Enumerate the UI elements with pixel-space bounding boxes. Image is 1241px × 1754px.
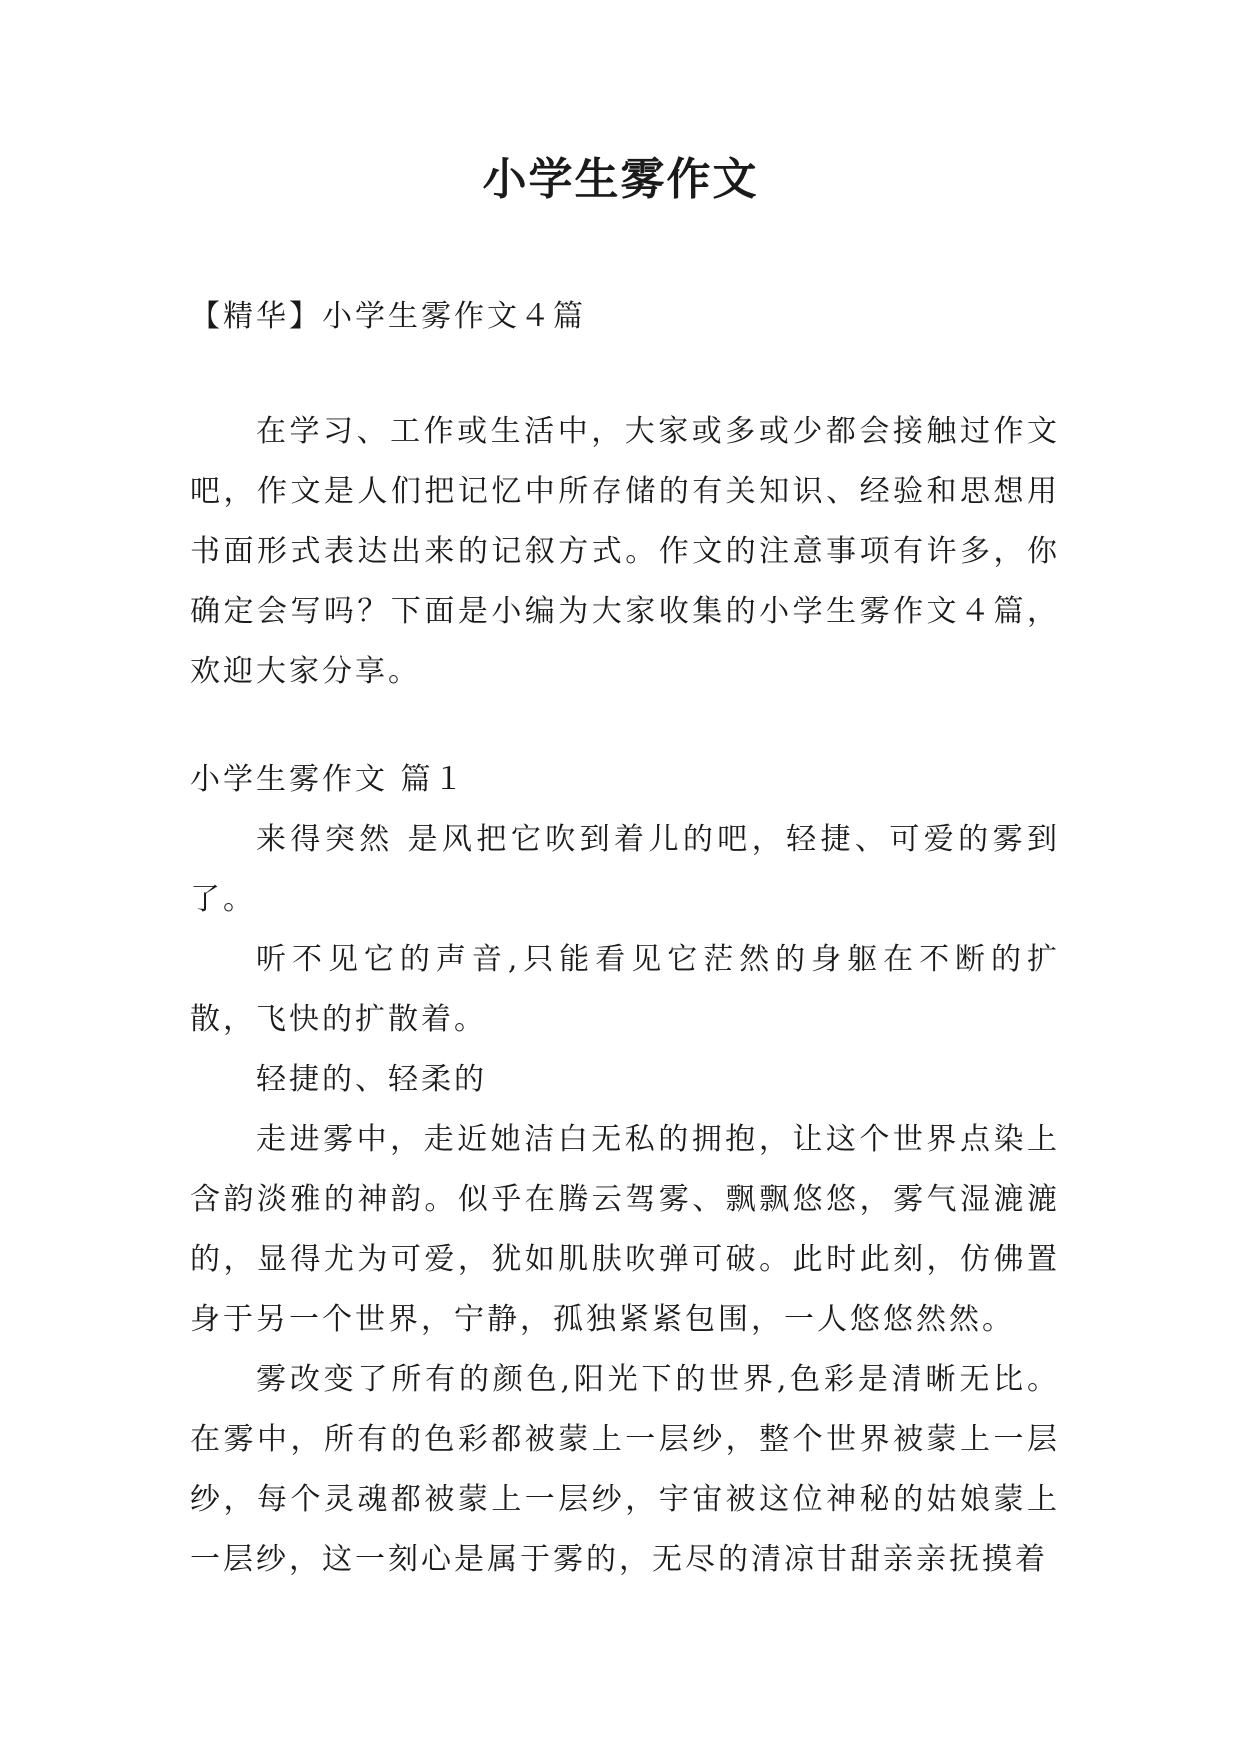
body-paragraph: 走进雾中，走近她洁白无私的拥抱，让这个世界点染上含韵淡雅的神韵。似乎在腾云驾雾、飘飘悠悠，雾气湿漉漉的，显得尤为可爱，犹如肌肤吹弹可破。此时此刻，仿佛置身于另一个世界，宁静，孤独紧紧包围，一人悠悠然然。 [190, 1122, 1060, 1337]
intro-paragraph: 在学习、工作或生活中，大家或多或少都会接触过作文吧，作文是人们把记忆中所存储的有关知识、经验和思想用书面形式表达出来的记叙方式。作文的注意事项有许多，你确定会写吗？下面是小编为大家收集的小学生雾作文４篇，欢迎大家分享。 [190, 414, 1060, 689]
document-subtitle: 【精华】小学生雾作文４篇 [190, 299, 586, 334]
body-paragraph: 来得突然 是风把它吹到着儿的吧，轻捷、可爱的雾到了。 [190, 822, 1060, 917]
body-paragraph: 轻捷的、轻柔的 [256, 1062, 487, 1097]
section-heading: 小学生雾作文 篇１ [190, 762, 467, 797]
page-title: 小学生雾作文 [482, 154, 759, 205]
body-paragraph: 雾改变了所有的颜色,阳光下的世界,色彩是清晰无比。在雾中，所有的色彩都被蒙上一层纱，整个世界被蒙上一层纱，每个灵魂都被蒙上一层纱，宇宙被这位神秘的姑娘蒙上一层纱，这一刻心是属于雾的，无尽的清凉甘甜亲亲抚摸着 [190, 1362, 1060, 1577]
body-paragraph: 听不见它的声音,只能看见它茫然的身躯在不断的扩散，飞快的扩散着。 [190, 942, 1060, 1037]
